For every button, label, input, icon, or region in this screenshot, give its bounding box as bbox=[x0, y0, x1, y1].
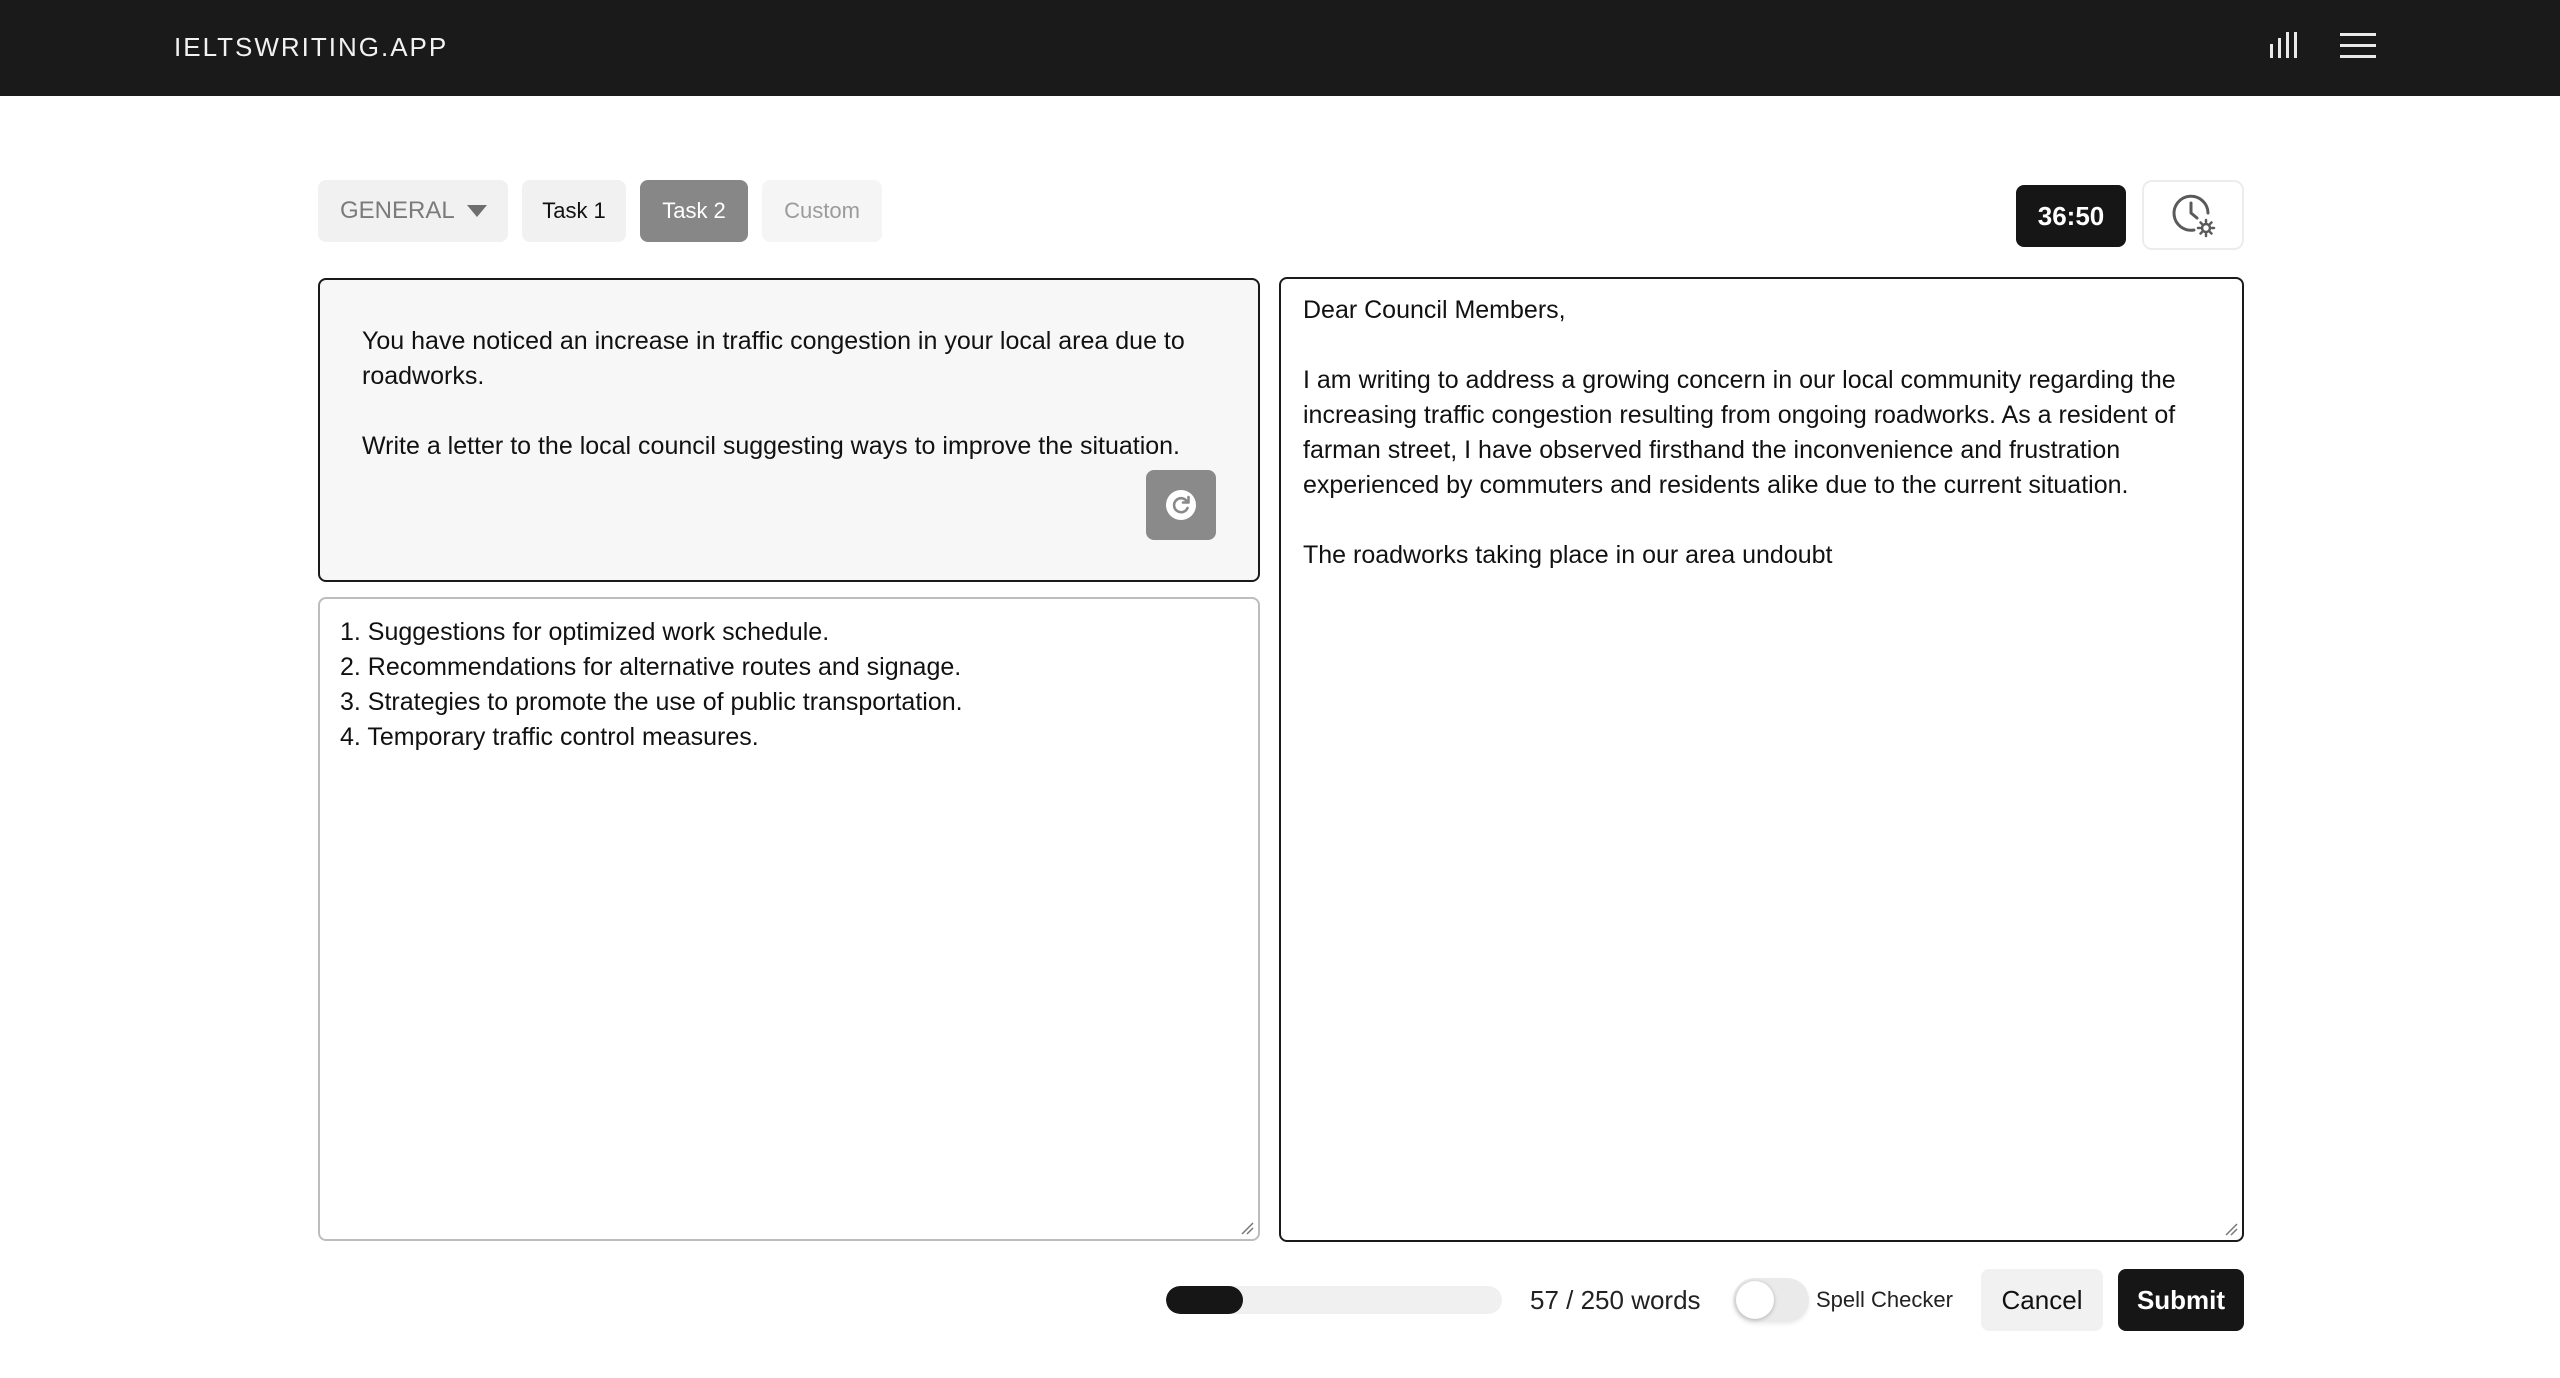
prompt-paragraph: Write a letter to the local council suggesting ways to improve the situation. bbox=[362, 432, 1181, 460]
tab-task-1[interactable]: Task 1 bbox=[522, 180, 626, 242]
countdown-timer[interactable]: 36:50 bbox=[2016, 185, 2126, 247]
caret-down-icon bbox=[467, 205, 487, 217]
resize-handle-icon[interactable] bbox=[2224, 1222, 2238, 1236]
essay-paragraph: I am writing to address a growing concern in our local community regarding the increasing traffic congestion resulting from ongoing roadworks. As a resident of farman street, I have observed firsthand the inconvenience and frustration experienced by commuters and residents alike due to the current situation. bbox=[1303, 366, 2176, 499]
essay-paragraph: Dear Council Members, bbox=[1303, 296, 1566, 324]
exam-type-dropdown[interactable] bbox=[318, 180, 508, 242]
bar-chart-icon[interactable] bbox=[2268, 30, 2300, 62]
tab-task-2[interactable]: Task 2 bbox=[640, 180, 748, 242]
essay-textarea[interactable] bbox=[1279, 277, 2244, 1242]
notes-line: 3. Strategies to promote the use of public transportation. bbox=[340, 688, 963, 716]
prompt-paragraph: You have noticed an increase in traffic congestion in your local area due to roadworks. bbox=[362, 327, 1185, 390]
brand-logo-text[interactable]: IELTSWRITING.APP bbox=[174, 32, 449, 62]
spell-checker-label: Spell Checker bbox=[1816, 1287, 1953, 1312]
notes-line: 2. Recommendations for alternative routes and signage. bbox=[340, 653, 962, 681]
notes-line: 4. Temporary traffic control measures. bbox=[340, 723, 759, 751]
notes-line: 1. Suggestions for optimized work schedule. bbox=[340, 618, 830, 646]
refresh-icon bbox=[1164, 488, 1198, 522]
top-nav-bar bbox=[0, 0, 2560, 96]
toggle-knob bbox=[1736, 1281, 1774, 1319]
resize-handle-icon[interactable] bbox=[1240, 1221, 1254, 1235]
essay-paragraph: The roadworks taking place in our area undoubt bbox=[1303, 541, 1833, 569]
spell-checker-toggle[interactable] bbox=[1733, 1278, 1809, 1322]
exam-type-value: GENERAL bbox=[340, 197, 455, 224]
timer-settings-button[interactable] bbox=[2142, 180, 2244, 250]
tab-custom[interactable]: Custom bbox=[762, 180, 882, 242]
submit-button[interactable]: Submit bbox=[2118, 1269, 2244, 1331]
word-count-progress-fill bbox=[1166, 1286, 1243, 1314]
task-prompt-panel bbox=[318, 278, 1260, 582]
cancel-button[interactable]: Cancel bbox=[1981, 1269, 2103, 1331]
word-count-label: 57 / 250 words bbox=[1530, 1285, 1701, 1315]
clock-settings-icon bbox=[2170, 192, 2216, 238]
new-prompt-button[interactable] bbox=[1146, 470, 1216, 540]
hamburger-menu-icon[interactable] bbox=[2340, 30, 2376, 62]
word-count-progress-bar bbox=[1166, 1286, 1502, 1314]
notes-textarea[interactable] bbox=[318, 597, 1260, 1241]
